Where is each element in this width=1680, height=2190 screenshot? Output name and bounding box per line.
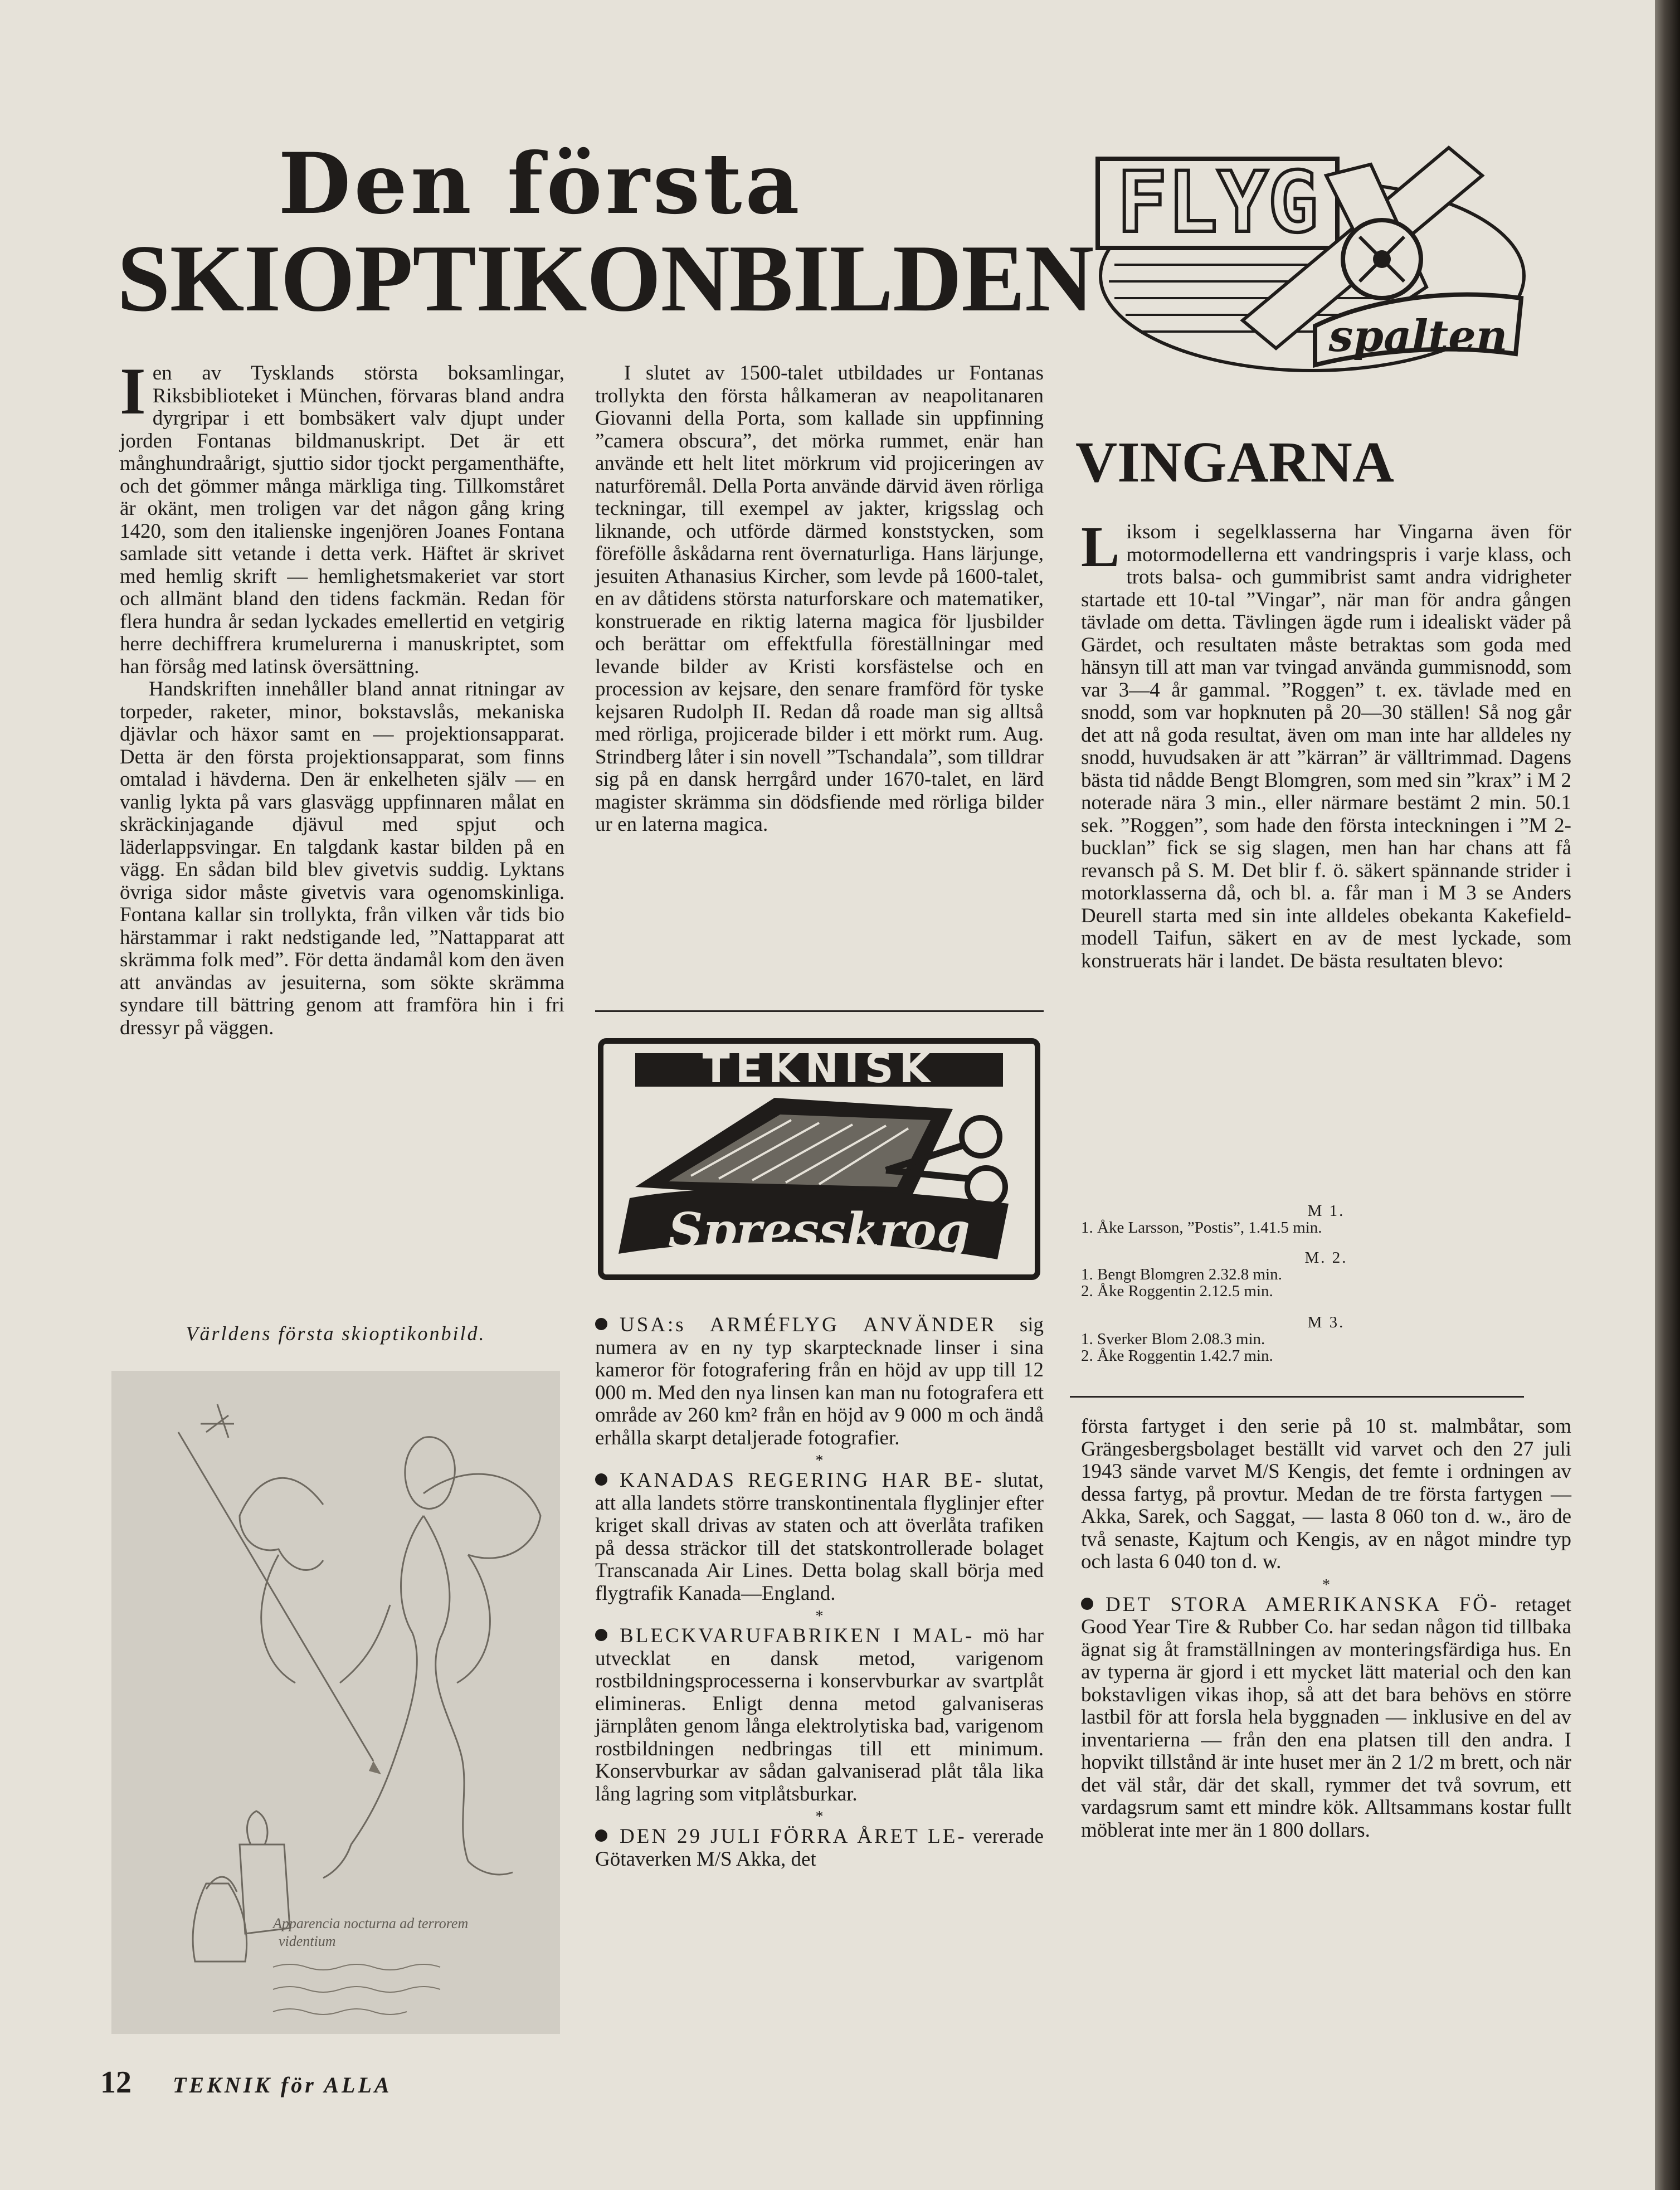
bullet-icon xyxy=(595,1629,607,1641)
bullet-icon xyxy=(595,1473,607,1486)
results-m3 xyxy=(1081,1314,1571,1364)
news-item-4: DEN 29 JULI FÖRRA ÅRET LE- vererade Götaverken M/S Akka, det xyxy=(595,1825,1044,1871)
article-column-2 xyxy=(595,362,1044,836)
results-entry: 1. Sverker Blom 2.08.3 min. xyxy=(1081,1330,1265,1348)
article-paragraph-3: I slutet av 1500-talet utbildades ur Fontanas trollykta den första hålkameran av neapolitanaren Giovanni della Porta, som kallade sin uppfinning ”camera obscura”, det mörka rummet, enär han använde ett helt litet mörkrum vid projiceringen av naturföremål. Della Porta använde därvid även rörliga teckningar, till exempel av jakter, krigsslag och liknande, och utförde därmed konststycken, som förefölle åskådarna rent övernaturliga. Hans lärjunge, jesuiten Athanasius Kircher, som levde på 1600-talet, en av dåtidens största naturforskare och matematiker, konstruerade en riktig laterna magica för ljusbilder och berättar om effektfulla föreställningar med levande bilder av Kristi korsfästelse och en procession av kejsare, den senare framförd för tyske kejsaren Rudolph II. Redan då roade man sig alltså med rörliga, projicerade bilder i ett mörkt rum. Aug. Strindberg låter i sin novell ”Tschandala”, som tilldrar sig på en dansk herrgård under 1670-talet, en lärd magister skrämma sin dödsfiende med rörliga bilder ur en laterna magica. xyxy=(595,362,1044,836)
vingarna-dropcap: L xyxy=(1081,515,1120,579)
results-class-label: M 1. xyxy=(1307,1202,1345,1220)
news-item-5: första fartyget i den serie på 10 st. malmbåtar, som Grängesbergsbolaget beställt vid varvet och den 27 juli 1943 sände varvet M/S Kengis, det femte i ordningen av dessa fartyg, på provtur. Medan de tre första fartygen — Akka, Sarek, och Saggat, — lasta 8 060 ton d. w., äro de två senaste, Kajtum och Kengis, av en något mindre typ och lasta 6 040 ton d. w. xyxy=(1081,1415,1571,1573)
bullet-icon xyxy=(595,1829,607,1842)
news-column-3 xyxy=(1081,1415,1571,1846)
article-column-1 xyxy=(120,354,564,1039)
teknisk-presskrog-logo xyxy=(596,1036,1042,1282)
teknisk-logo-title: TEKNISK xyxy=(702,1045,936,1092)
page-number: 12 xyxy=(100,2065,132,2100)
bullet-icon xyxy=(595,1318,607,1330)
teknisk-logo-subtitle: Spresskrog xyxy=(668,1203,970,1259)
news-column-2 xyxy=(595,1314,1044,1875)
news-item-2: KANADAS REGERING HAR BE- slutat, att alla landets större transkontinentala flyglinjer efter kriget skall drivas av staten och att överlåta trafiken på dessa sträckor till det statskontrollerade bolaget Transcanada Air Lines. Detta bolag skall börja med flygtrafik Kanada—England. xyxy=(595,1469,1044,1605)
column-divider xyxy=(595,1010,1044,1012)
results-entry: 1. Åke Larsson, ”Postis”, 1.41.5 min. xyxy=(1081,1219,1322,1237)
bullet-icon xyxy=(1081,1598,1093,1610)
flyg-logo-title: FLYG xyxy=(1117,154,1318,251)
news-item-6: DET STORA AMERIKANSKA FÖ- retaget Good Year Tire & Rubber Co. har sedan någon tid tillbaka ägnat sig åt framställningen av monteringsfärdiga hus. En av typerna är gjord i ett mycket lätt material och den kan bokstavligen vikas ihop, så att det bara behövs en större lastbil för att forsla hela byggnaden — inklusive en del av inventarierna — från den ena platsen till den andra. I hopvikt tillstånd är inte huset mer än 2 1/2 m brett, och när det väl står, där det skall, rymmer det två sovrum, ett vardagsrum samt ett mindre kök. Alltsammans kostar fullt möblerat inte mer än 1 800 dollars. xyxy=(1081,1593,1571,1842)
headline-line-2: SKIOPTIKONBILDEN xyxy=(117,226,1094,332)
headline-line-1: Den första xyxy=(278,135,803,233)
magazine-title: TEKNIK för ALLA xyxy=(173,2072,392,2097)
vingarna-paragraph: Liksom i segelklasserna har Vingarna även för motormodellerna ett vandringspris i varje klass, och trots balsa- och gummibrist samt andra vidrigheter startade ett 10-tal ”Vingar”, när man för andra gången tävlade om detta. Tävlingen ägde rum i idealiskt väder på Gärdet, och resultaten måste betraktas som goda med hänsyn till att man var tvingad använda gummisnodd, som var 3—4 år gammal. ”Roggen” t. ex. tävlade med en snodd, som var hopknuten på 20—30 ställen! Så nog går det att nå goda resultat, även om man inte har alldeles ny snodd, huvudsaken är att ”kärran” är välltrimmad. Dagens bästa tid nådde Bengt Blomgren, som med sin ”krax” i M 2 noterade nära 3 min., eller närmare bestämt 2 min. 50.1 sek. ”Roggen”, som hade den första inteckningen i ”M 2-bucklan” fick se sig slagen, men han har chans att få revansch på S. M. Det blir f. ö. säkert spännande strider i motorklasserna då, och bl. a. får man i M 3 se Anders Deurell starta med sin inte alldeles obekanta Kakefield-modell Taifun, säkert en av de mest lyckade, som konstruerats här i landet. De bästa resultaten blevo: xyxy=(1081,515,1571,972)
manuscript-text-1: Apparencia nocturna ad terrorem xyxy=(273,1915,469,1931)
article-paragraph-1: Ien av Tysklands största boksamlingar, Riksbiblioteket i München, förvaras bland andra dyrgripar i ett bombsäkert valv djupt under jorden Fontanas bildmanuskript. Det är ett månghundraårigt, sjuttio sidor tjockt pergamenthäfte, och det gömmer många märkliga ting. Tillkomståret är okänt, men troligen var det någon gång kring 1420, som den italienske ingenjören Joanes Fontana samlade sitt vetande i detta verk. Häftet är skrivet med hemlig skrift — hemlighetsmakeriet var stort och allmänt bland den tidens fackmän. Redan för flera hundra år sedan lyckades emellertid en vetgirig herre dechiffrera krumelurerna i manuskriptet, som han försåg med latinsk översättning. xyxy=(120,354,564,678)
separator-star: * xyxy=(815,1608,824,1625)
results-entry: 2. Åke Roggentin 1.42.7 min. xyxy=(1081,1347,1273,1365)
flyg-logo-subtitle: spalten xyxy=(1328,311,1508,362)
vingarna-title: VINGARNA xyxy=(1075,430,1394,494)
manuscript-illustration xyxy=(111,1371,560,2034)
separator-star: * xyxy=(1322,1576,1330,1594)
separator-star: * xyxy=(815,1452,824,1469)
vingarna-column xyxy=(1081,515,1571,972)
article-dropcap: I xyxy=(120,354,146,428)
results-class-label: M. 2. xyxy=(1304,1249,1348,1267)
news-item-1: USA:s ARMÉFLYG ANVÄNDER sig numera av en ny typ skarptecknade linser i sina kameror för fotografering från en höjd av upp till 12 000 m. Med den nya linsen kan man nu fotografera ett område av 260 km² från en höjd av 9 000 m och ändå erhålla skarpt detaljerade fotografier. xyxy=(595,1313,1044,1449)
column-divider xyxy=(1070,1396,1524,1398)
devil-lantern-drawing xyxy=(111,1371,560,2034)
results-entry: 1. Bengt Blomgren 2.32.8 min. xyxy=(1081,1266,1282,1283)
manuscript-text-2: videntium xyxy=(279,1933,336,1949)
figure-caption: Världens första skioptikonbild. xyxy=(186,1322,486,1345)
results-m1 xyxy=(1081,1203,1571,1236)
flyg-spalten-logo xyxy=(1092,142,1532,382)
separator-star: * xyxy=(815,1808,824,1826)
results-entry: 2. Åke Roggentin 2.12.5 min. xyxy=(1081,1282,1273,1300)
results-class-label: M 3. xyxy=(1307,1313,1345,1331)
results-m2 xyxy=(1081,1249,1571,1300)
article-paragraph-2: Handskriften innehåller bland annat ritningar av torpeder, raketer, minor, bokstavslås, mekaniska djävlar och häxor samt en — projektionsapparat. Detta är den första projektionsapparat, som finns omtalad i hävderna. Den är enkelheten själv — en vanlig lykta på vars glasvägg uppfinnaren målat en skräckinjagande djävul med spjut och läderlappsvingar. En talgdank kastar bilden på en vägg. En sådan bild blev givetvis suddig. Lyktans övriga sidor måste givetvis vara ogenomskinliga. Fontana kallar sin trollykta, från vilken vår tids bio härstammar i rakt nedstigande led, ”Nattapparat att skrämma folk med”. För detta ändamål kom den även att användas av jesuiterna, som sökte skrämma syndare till bättring genom att framföra hin i fri dressyr på väggen. xyxy=(120,678,564,1039)
news-item-3: BLECKVARUFABRIKEN I MAL- mö har utvecklat en dansk metod, varigenom rostbildningsprocesserna i konservburkar av svartplåt elimineras. Enligt denna metod galvaniseras järnplåten genom långa elektrolytiska bad, varigenom rostbildningen nedbringas till ett minimum. Konservburkar av sådan galvaniserad plåt tåla lika lång lagring som vitplåtsburkar. xyxy=(595,1624,1044,1805)
